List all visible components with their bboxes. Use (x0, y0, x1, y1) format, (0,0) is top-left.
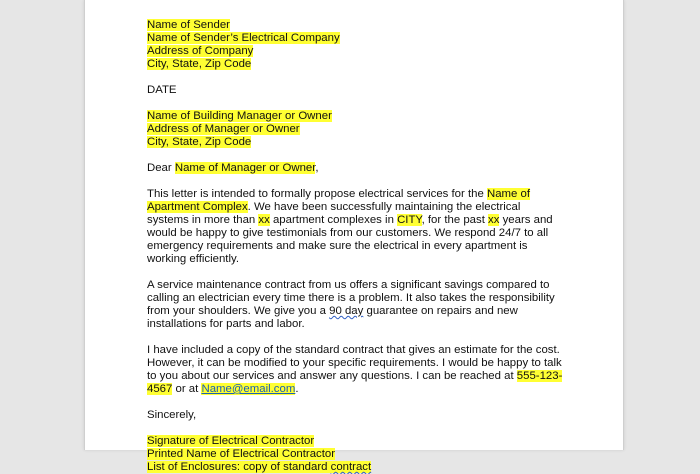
recipient-block (147, 110, 563, 149)
paragraph-contact (147, 344, 563, 396)
paragraph-contract (147, 279, 563, 331)
para3-text-3: . (295, 383, 299, 395)
para1-text-3: apartment complexes in (269, 214, 398, 226)
city-placeholder: CITY (397, 214, 422, 226)
letter-body[interactable] (147, 19, 563, 474)
recipient-address: Address of Manager or Owner (147, 123, 300, 135)
phone-placeholder: 555-123-4567 (147, 370, 563, 395)
years-placeholder: xx (488, 214, 500, 226)
para2-text-2: guarantee on repairs and new installations for parts and labor. (147, 305, 518, 330)
para1-text-1: This letter is intended to formally propose electrical services for the (147, 188, 487, 200)
grammar-flag-90-day[interactable]: 90 day (329, 305, 364, 317)
salutation-prefix: Dear (147, 162, 175, 174)
grammar-flag-contract[interactable]: contract (330, 461, 372, 473)
salutation (147, 162, 563, 175)
para3-text-2: or at (172, 383, 202, 395)
sender-company: Name of Sender’s Electrical Company (147, 32, 340, 44)
printed-name-line: Printed Name of Electrical Contractor (147, 448, 336, 460)
date-line: DATE (147, 84, 177, 96)
recipient-city: City, State, Zip Code (147, 136, 252, 148)
sender-address: Address of Company (147, 45, 254, 57)
document-page (84, 0, 624, 473)
para1-text-2: . We have been successfully maintaining the electrical systems in more than (147, 201, 521, 226)
salutation-suffix: , (315, 162, 319, 174)
para1-text-4: , for the past (421, 214, 489, 226)
sender-block (147, 19, 563, 71)
enclosures-text: List of Enclosures: copy of standard (147, 461, 331, 473)
recipient-name: Name of Building Manager or Owner (147, 110, 332, 122)
closing: Sincerely, (147, 409, 197, 421)
signature-block (147, 435, 563, 474)
paragraph-intro (147, 188, 563, 266)
sender-city: City, State, Zip Code (147, 58, 252, 70)
para1-text-5: years and would be happy to give testimonials from our customers. We respond 24/7 to all emergency requirements and make sure the electrical in every apartment is working efficiently. (147, 214, 553, 265)
para3-text-1: I have included a copy of the standard contract that gives an estimate for the cost. However, it can be modified to your specific requirements. I would be happy to talk to you about our services and answer any questions. I can be reached at (147, 344, 562, 382)
salutation-name: Name of Manager or Owner (174, 162, 316, 174)
signature-line: Signature of Electrical Contractor (147, 435, 315, 447)
count-placeholder: xx (258, 214, 270, 226)
para2-text-1: A service maintenance contract from us offers a significant savings compared to calling an electrician every time there is a problem. It also takes the responsibility from your shoulders. We give you a (147, 279, 555, 317)
apartment-complex-placeholder: Name of Apartment Complex (147, 188, 531, 213)
email-link[interactable]: Name@email.com (201, 383, 296, 395)
enclosures-line (147, 461, 371, 473)
sender-name: Name of Sender (147, 19, 230, 31)
